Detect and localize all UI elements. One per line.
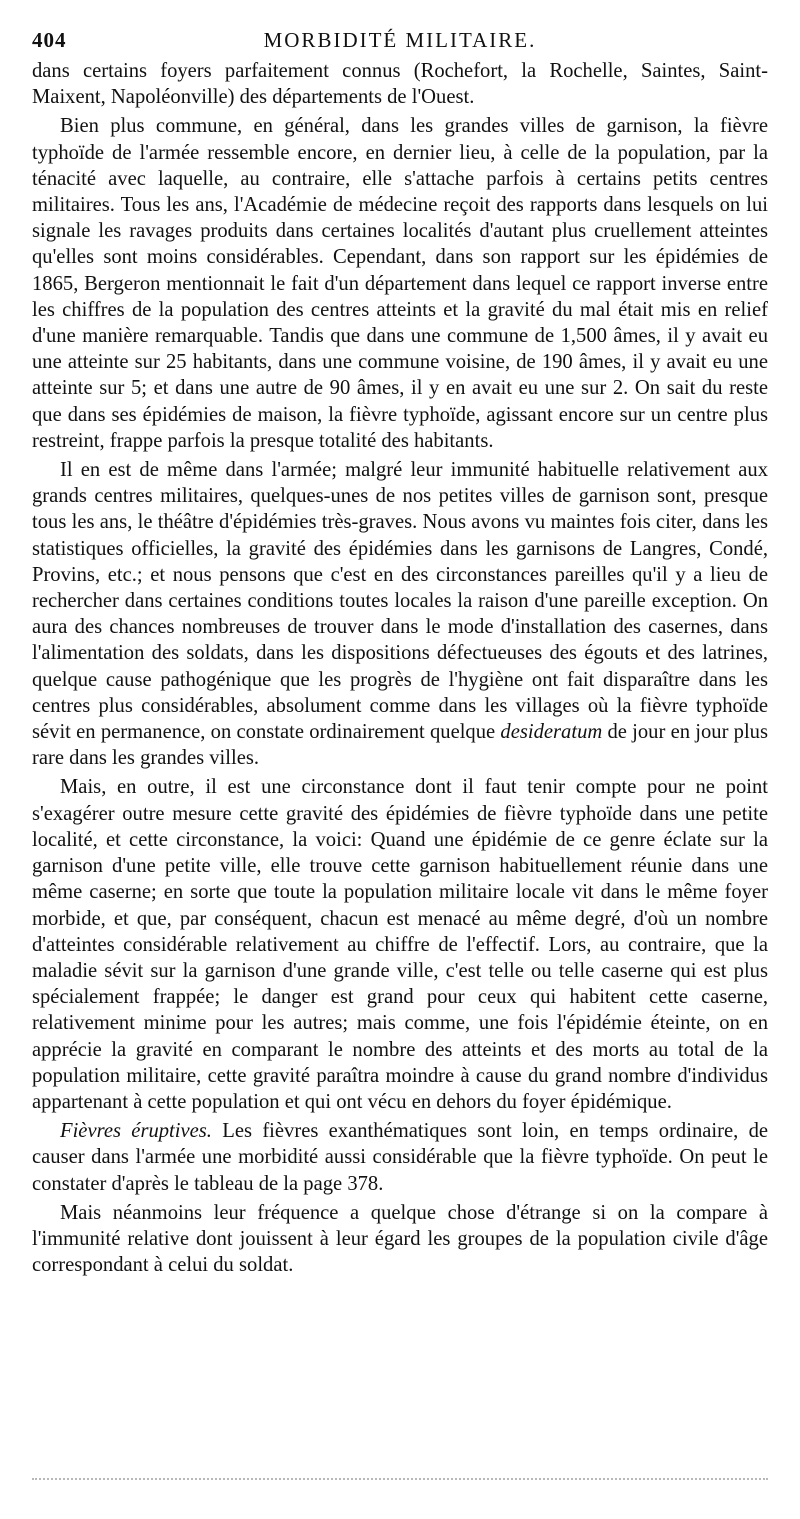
page-number: 404 xyxy=(32,28,67,52)
eruptive-fevers-text: Les fièvres exanthématiques sont loin, en temps ordinaire, de causer dans l'armée une morbidité aussi considérable que la fièvre typhoïde. On peut le constater d'après le tableau de la page 378. xyxy=(32,1120,769,1195)
eruptive-fevers-heading: Fièvres éruptives. xyxy=(60,1120,212,1143)
paragraph-barracks-circumstance: Mais, en outre, il est une circonstance dont il faut tenir compte pour ne point s'exagérer outre mesure cette gravité des épidémies de fièvre typhoïde dans une petite localité, et cette circonstance, la voici: Quand une épidémie de ce genre éclate sur la garnison d'une petite ville, elle trouve cette garnison habituellement réunie dans une même caserne; en sorte que toute la population militaire locale vit dans le même foyer morbide, et que, par conséquent, chacun est menacé au même degré, d'où un nombre d'atteintes considérable relativement au chiffre de l'effectif. Lors, au contraire, que la maladie sévit sur la garnison d'une grande ville, c'est telle ou telle caserne qui est plus spécialement frappée; le danger est grand pour ceux qui habitent cette caserne, relativement minime pour les autres; mais comme, une fois l'épidémie éteinte, on en apprécie la gravité en comparant le nombre des atteints et des morts au total de la population militaire, cette gravité paraîtra moindre à cause du grand nombre d'individus appartenant à cette population et qui ont vécu en dehors du foyer épidémique. xyxy=(32,776,768,1113)
footer-rule xyxy=(32,1478,768,1480)
italic-term: desideratum xyxy=(500,721,603,744)
paragraph-typhoid-towns: Bien plus commune, en général, dans les grandes villes de garnison, la fièvre typhoïde de l'armée ressemble encore, en dernier lieu, à celle de la population, par la ténacité avec laquelle, au contraire, elle s'attache parfois à certains petits centres militaires. Tous les ans, l'Académie de médecine reçoit des rapports dans lesquels on lui signale les ravages produits dans certaines localités d'autant plus cruellement atteintes qu'elles sont moins considérables. Cependant, dans son rapport sur les épidémies de 1865, Bergeron mentionnait le fait d'un département dans lequel ce rapport inverse entre les chiffres de la population des centres atteints et la gravité du mal était mis en relief d'une manière remarquable. Tandis que dans une commune de 1,500 âmes, il y avait eu une atteinte sur 25 habitants, dans une commune voisine, de 190 âmes, il y avait eu une atteinte sur 5; et dans une autre de 90 âmes, il y en avait eu une sur 2. On sait du reste que dans ses épidémies de maison, la fièvre typhoïde, agissant encore sur un centre plus restreint, frappe parfois la presque totalité des habitants. xyxy=(32,115,768,452)
paragraph-closing: Mais néanmoins leur fréquence a quelque chose d'étrange si on la compare à l'immunité relative dont jouissent à leur égard les groupes de la population civile d'âge correspondant à celui du soldat. xyxy=(32,1201,768,1277)
book-page xyxy=(32,28,768,1278)
body-text xyxy=(32,58,768,1278)
paragraph-small-garrisons: Il en est de même dans l'armée; malgré leur immunité habituelle relativement aux grands centres militaires, quelques-unes de nos petites villes de garnison sont, presque tous les ans, le théâtre d'épidémies très-graves. Nous avons vu maintes fois citer, dans les statistiques officielles, la gravité des épidémies dans les garnisons de Langres, Condé, Provins, etc.; et nous pensons que c'est en des circonstances pareilles qu'il y a lieu de rechercher dans certaines conditions toutes locales la raison d'une pareille exception. On aura des chances nombreuses de trouver dans le mode d'installation des casernes, dans l'alimentation des soldats, dans les dispositions défectueuses des égouts et des latrines, quelque cause pathogénique que les progrès de l'hygiène ont fait disparaître dans les centres plus considérables, absolument comme dans les villages où la fièvre typhoïde sévit en permanence, on constate ordinairement quelque desideratum de jour en jour plus rare dans les grandes villes. xyxy=(32,459,768,770)
running-title: MORBIDITÉ MILITAIRE. xyxy=(263,28,537,52)
paragraph-continued: dans certains foyers parfaitement connus (Rochefort, la Rochelle, Saintes, Saint-Maixent, Napoléonville) des départements de l'Ouest. xyxy=(32,60,768,109)
paragraph-eruptive-fevers xyxy=(32,1118,768,1197)
page-header xyxy=(32,28,768,58)
